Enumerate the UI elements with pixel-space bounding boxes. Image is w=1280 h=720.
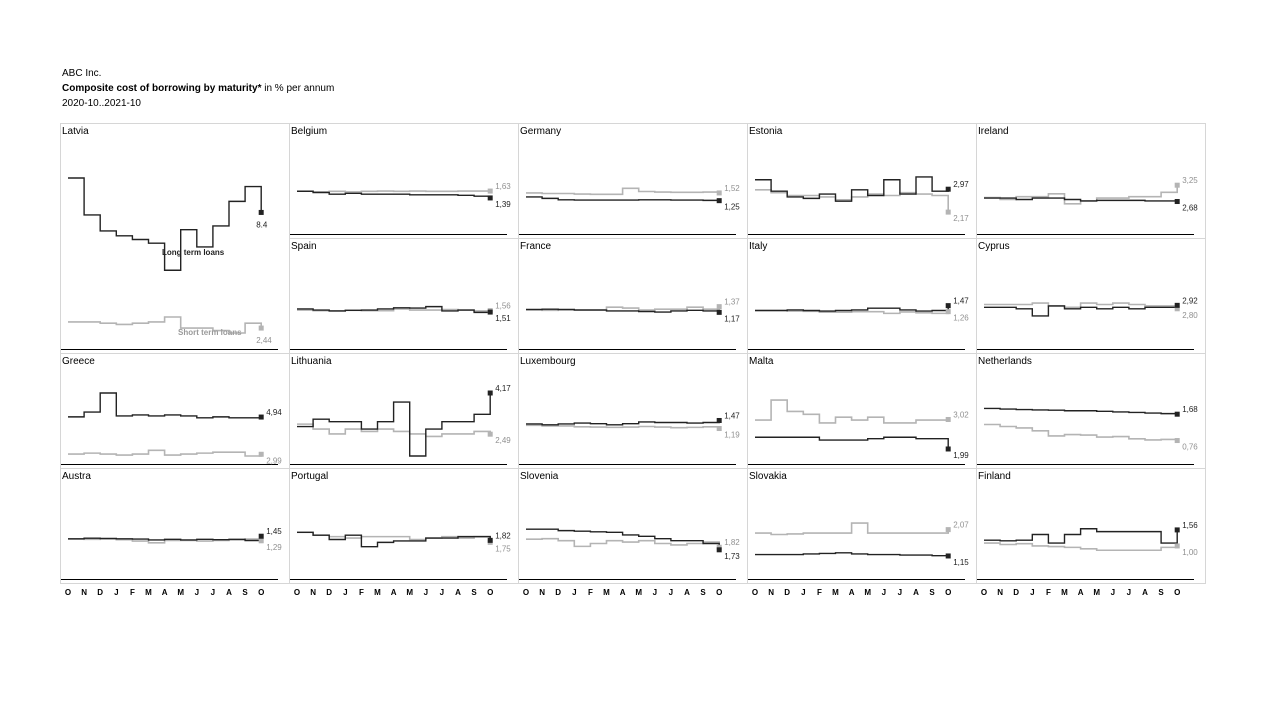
long-term-marker-portugal xyxy=(488,538,493,543)
long-term-value-latvia: 8.4 xyxy=(256,220,268,230)
month-tick-label: J xyxy=(423,588,429,597)
month-tick-label: A xyxy=(161,588,168,597)
panel-title-austra: Austra xyxy=(62,471,91,482)
long-term-value-germany: 1,25 xyxy=(724,202,740,212)
panel-frame-luxembourg xyxy=(519,354,748,469)
short-term-marker-ireland xyxy=(1175,183,1180,188)
short-term-marker-netherlands xyxy=(1175,438,1180,443)
long-term-line-spain xyxy=(297,307,490,313)
panel-title-slovenia: Slovenia xyxy=(520,471,559,482)
long-term-marker-estonia xyxy=(946,187,951,192)
panel-frame-greece xyxy=(61,354,290,469)
month-tick-label: J xyxy=(1110,588,1116,597)
short-term-line-finland xyxy=(984,543,1177,550)
long-term-value-estonia: 2,97 xyxy=(953,180,969,190)
panel-title-estonia: Estonia xyxy=(749,126,783,137)
short-term-line-greece xyxy=(68,450,261,456)
month-tick-label: J xyxy=(897,588,903,597)
short-term-marker-germany xyxy=(717,190,722,195)
month-tick-label: S xyxy=(242,588,248,597)
panel-frame-latvia xyxy=(61,124,290,354)
panel-title-finland: Finland xyxy=(978,471,1011,482)
long-term-line-netherlands xyxy=(984,408,1177,414)
long-term-value-spain: 1,51 xyxy=(495,314,511,324)
long-term-value-ireland: 2,68 xyxy=(1182,203,1198,213)
long-term-legend-label: Long term loans xyxy=(162,248,225,257)
short-term-marker-austra xyxy=(259,538,264,543)
panel-frame-malta xyxy=(748,354,977,469)
short-term-marker-italy xyxy=(946,309,951,314)
company-name: ABC Inc. xyxy=(62,68,102,79)
panel-title-germany: Germany xyxy=(520,126,562,137)
long-term-marker-belgium xyxy=(488,195,493,200)
long-term-line-malta xyxy=(755,437,948,449)
month-tick-label: N xyxy=(310,588,316,597)
panel-title-netherlands: Netherlands xyxy=(978,356,1032,367)
panel-title-latvia: Latvia xyxy=(62,126,89,137)
short-term-line-lithuania xyxy=(297,424,490,436)
panel-frame-italy xyxy=(748,239,977,354)
month-tick-label: S xyxy=(929,588,935,597)
panel-frame-austra xyxy=(61,469,290,584)
long-term-marker-malta xyxy=(946,446,951,451)
panel-frame-slovenia xyxy=(519,469,748,584)
long-term-value-finland: 1,56 xyxy=(1182,520,1198,530)
month-tick-label: O xyxy=(945,588,952,597)
short-term-line-malta xyxy=(755,400,948,423)
month-tick-label: M xyxy=(1061,588,1068,597)
month-tick-label: D xyxy=(555,588,562,597)
panel-title-spain: Spain xyxy=(291,241,317,252)
long-term-marker-lithuania xyxy=(488,391,493,396)
chart-period: 2020-10..2021-10 xyxy=(62,98,141,109)
month-tick-label: N xyxy=(768,588,774,597)
short-term-marker-france xyxy=(717,304,722,309)
long-term-value-greece: 4,94 xyxy=(266,408,282,418)
long-term-value-belgium: 1,39 xyxy=(495,199,511,209)
month-tick-label: O xyxy=(716,588,723,597)
panel-title-france: France xyxy=(520,241,552,252)
long-term-marker-ireland xyxy=(1175,199,1180,204)
panel-frame-germany xyxy=(519,124,748,239)
month-tick-label: O xyxy=(258,588,265,597)
month-tick-label: M xyxy=(374,588,381,597)
month-tick-label: N xyxy=(539,588,545,597)
month-tick-label: J xyxy=(572,588,577,597)
month-tick-label: F xyxy=(358,588,364,597)
long-term-marker-finland xyxy=(1175,527,1180,532)
short-term-line-slovenia xyxy=(526,539,719,548)
chart-title-bold: Composite cost of borrowing by maturity* xyxy=(62,83,262,94)
short-term-marker-estonia xyxy=(946,210,951,215)
month-tick-label: S xyxy=(700,588,706,597)
panel-frame-finland xyxy=(977,469,1206,584)
long-term-line-lithuania xyxy=(297,393,490,456)
long-term-line-italy xyxy=(755,306,948,311)
long-term-value-portugal: 1,82 xyxy=(495,531,511,541)
short-term-line-belgium xyxy=(297,191,490,192)
long-term-line-cyprus xyxy=(984,305,1177,316)
month-tick-label: M xyxy=(635,588,643,597)
month-tick-label: O xyxy=(293,588,301,597)
panel-title-greece: Greece xyxy=(62,356,95,367)
month-tick-label: O xyxy=(980,588,988,597)
panel-frame-cyprus xyxy=(977,239,1206,354)
month-tick-label: M xyxy=(832,588,839,597)
short-term-line-slovakia xyxy=(755,523,948,534)
panel-frame-slovakia xyxy=(748,469,977,584)
month-tick-label: M xyxy=(1093,588,1101,597)
short-term-value-belgium: 1,63 xyxy=(495,182,511,192)
short-term-marker-luxembourg xyxy=(717,426,722,431)
month-tick-label: D xyxy=(326,588,333,597)
month-tick-label: O xyxy=(64,588,72,597)
panel-title-belgium: Belgium xyxy=(291,126,328,137)
long-term-value-italy: 1,47 xyxy=(953,296,969,306)
month-tick-label: N xyxy=(81,588,87,597)
long-term-marker-luxembourg xyxy=(717,418,722,423)
long-term-value-france: 1,17 xyxy=(724,314,740,324)
long-term-marker-austra xyxy=(259,534,264,539)
short-term-value-italy: 1,26 xyxy=(953,313,969,323)
month-tick-label: M xyxy=(177,588,185,597)
long-term-line-belgium xyxy=(297,191,490,198)
short-term-value-estonia: 2,17 xyxy=(953,214,969,224)
month-tick-label: A xyxy=(848,588,855,597)
long-term-marker-italy xyxy=(946,303,951,308)
month-tick-label: J xyxy=(1030,588,1035,597)
month-tick-label: D xyxy=(784,588,791,597)
panel-frame-portugal xyxy=(290,469,519,584)
panel-title-lithuania: Lithuania xyxy=(291,356,332,367)
month-tick-label: J xyxy=(439,588,445,597)
panel-frame-france xyxy=(519,239,748,354)
month-tick-label: J xyxy=(1126,588,1132,597)
month-tick-label: M xyxy=(145,588,152,597)
long-term-marker-greece xyxy=(259,415,264,420)
month-tick-label: M xyxy=(406,588,414,597)
month-tick-label: A xyxy=(226,588,232,597)
short-term-value-lithuania: 2,49 xyxy=(495,436,511,446)
month-tick-label: F xyxy=(816,588,822,597)
month-tick-label: A xyxy=(390,588,397,597)
chart-title-rest: in % per annum xyxy=(261,83,335,94)
short-term-line-luxembourg xyxy=(526,425,719,428)
month-tick-label: J xyxy=(801,588,806,597)
month-tick-label: O xyxy=(751,588,759,597)
long-term-line-finland xyxy=(984,529,1177,543)
month-tick-label: J xyxy=(881,588,887,597)
short-term-value-slovenia: 1,82 xyxy=(724,538,740,548)
month-tick-label: M xyxy=(864,588,872,597)
panel-frame-spain xyxy=(290,239,519,354)
long-term-value-cyprus: 2,92 xyxy=(1182,296,1198,306)
long-term-marker-spain xyxy=(488,310,493,315)
long-term-marker-latvia xyxy=(259,210,264,215)
long-term-value-lithuania: 4,17 xyxy=(495,384,511,393)
short-term-value-greece: 2,99 xyxy=(266,456,282,466)
month-tick-label: A xyxy=(1077,588,1084,597)
short-term-value-germany: 1,52 xyxy=(724,183,740,193)
short-term-marker-belgium xyxy=(488,189,493,194)
short-term-value-cyprus: 2,80 xyxy=(1182,310,1198,320)
month-tick-label: A xyxy=(619,588,626,597)
month-tick-label: J xyxy=(210,588,216,597)
month-tick-label: D xyxy=(97,588,104,597)
short-term-value-finland: 1,00 xyxy=(1182,547,1198,557)
long-term-line-greece xyxy=(68,393,261,418)
panel-title-luxembourg: Luxembourg xyxy=(520,356,576,367)
short-term-marker-greece xyxy=(259,452,264,457)
month-tick-label: M xyxy=(603,588,610,597)
short-term-value-ireland: 3,25 xyxy=(1182,176,1198,186)
panel-title-ireland: Ireland xyxy=(978,126,1009,137)
long-term-marker-slovenia xyxy=(717,547,722,552)
month-tick-label: A xyxy=(684,588,690,597)
long-term-marker-slovakia xyxy=(946,553,951,558)
short-term-value-malta: 3,02 xyxy=(953,410,969,420)
month-tick-label: J xyxy=(343,588,348,597)
long-term-marker-cyprus xyxy=(1175,303,1180,308)
panel-title-cyprus: Cyprus xyxy=(978,241,1010,252)
short-term-marker-lithuania xyxy=(488,432,493,437)
short-term-marker-malta xyxy=(946,417,951,422)
month-tick-label: A xyxy=(1142,588,1148,597)
short-term-marker-latvia xyxy=(259,326,264,331)
month-tick-label: A xyxy=(913,588,919,597)
long-term-line-estonia xyxy=(755,177,948,201)
long-term-line-germany xyxy=(526,197,719,201)
long-term-marker-germany xyxy=(717,198,722,203)
month-tick-label: F xyxy=(129,588,135,597)
short-term-line-germany xyxy=(526,188,719,194)
long-term-marker-france xyxy=(717,310,722,315)
panel-title-portugal: Portugal xyxy=(291,471,329,482)
month-tick-label: J xyxy=(668,588,674,597)
panel-frame-ireland xyxy=(977,124,1206,239)
short-term-value-spain: 1,56 xyxy=(495,301,511,311)
long-term-marker-netherlands xyxy=(1175,412,1180,417)
short-term-legend-label: Short term loans xyxy=(178,328,242,337)
long-term-value-malta: 1,99 xyxy=(953,450,969,460)
short-term-line-netherlands xyxy=(984,425,1177,441)
month-tick-label: J xyxy=(114,588,119,597)
panel-frame-lithuania xyxy=(290,354,519,469)
month-tick-label: J xyxy=(652,588,658,597)
long-term-line-slovenia xyxy=(526,529,719,550)
month-tick-label: O xyxy=(487,588,494,597)
month-tick-label: S xyxy=(471,588,477,597)
short-term-value-portugal: 1,75 xyxy=(495,544,511,554)
month-tick-label: J xyxy=(194,588,200,597)
long-term-value-slovakia: 1,15 xyxy=(953,557,969,567)
short-term-value-netherlands: 0,76 xyxy=(1182,442,1198,452)
long-term-line-luxembourg xyxy=(526,420,719,424)
month-tick-label: S xyxy=(1158,588,1164,597)
short-term-value-france: 1,37 xyxy=(724,297,740,307)
panel-title-malta: Malta xyxy=(749,356,774,367)
short-term-marker-finland xyxy=(1175,543,1180,548)
month-tick-label: F xyxy=(1045,588,1051,597)
long-term-value-luxembourg: 1,47 xyxy=(724,411,740,421)
long-term-value-austra: 1,45 xyxy=(266,527,282,537)
panel-frame-belgium xyxy=(290,124,519,239)
long-term-value-slovenia: 1,73 xyxy=(724,551,740,561)
panel-title-slovakia: Slovakia xyxy=(749,471,787,482)
panel-title-italy: Italy xyxy=(749,241,768,252)
month-tick-label: F xyxy=(587,588,593,597)
month-tick-label: D xyxy=(1013,588,1020,597)
month-tick-label: O xyxy=(522,588,530,597)
long-term-line-slovakia xyxy=(755,553,948,556)
short-term-value-austra: 1,29 xyxy=(266,542,282,552)
month-tick-label: O xyxy=(1174,588,1181,597)
long-term-value-netherlands: 1,68 xyxy=(1182,405,1198,415)
short-term-value-slovakia: 2,07 xyxy=(953,520,969,530)
month-tick-label: A xyxy=(455,588,461,597)
short-term-value-latvia: 2,44 xyxy=(256,336,272,346)
short-term-marker-slovakia xyxy=(946,527,951,532)
panel-frame-estonia xyxy=(748,124,977,239)
short-term-value-luxembourg: 1,19 xyxy=(724,430,740,440)
month-tick-label: N xyxy=(997,588,1003,597)
